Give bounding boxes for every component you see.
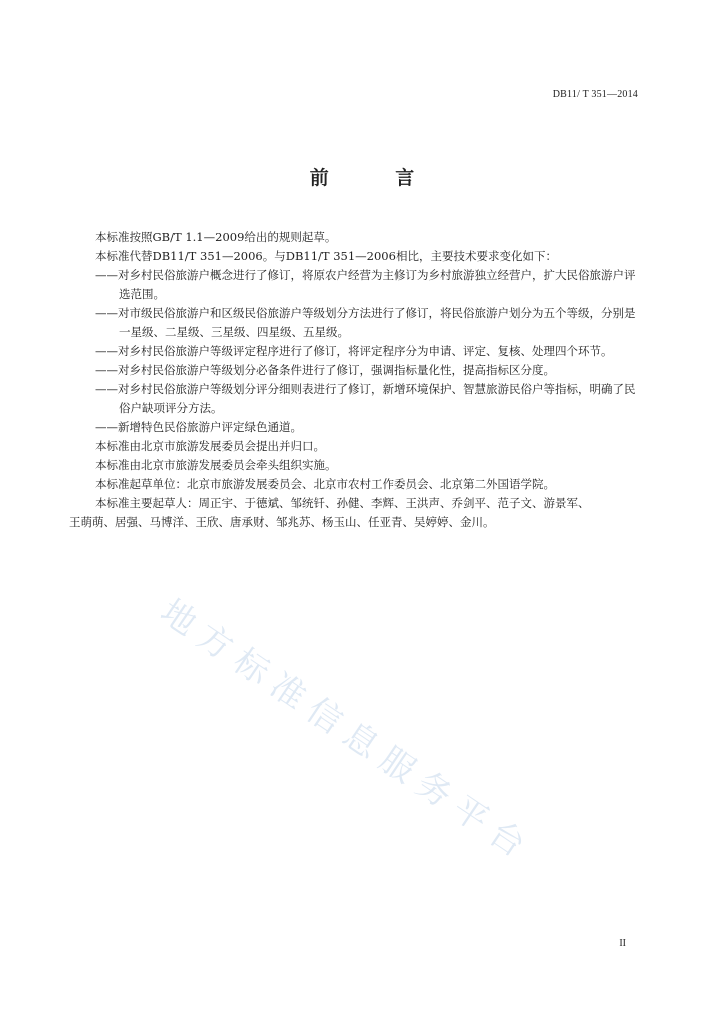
change-item-4: ——对乡村民俗旅游户等级划分必备条件进行了修订，强调指标量化性，提高指标区分度。: [95, 363, 555, 377]
change-item-5: ——对乡村民俗旅游户等级划分评分细则表进行了修订，新增环境保护、智慧旅游民俗户等指标，明确了民俗户缺项评分方法。: [95, 382, 636, 415]
paragraph-drafters: [69, 494, 640, 532]
paragraph-implementer: 本标准由北京市旅游发展委员会牵头组织实施。: [95, 458, 337, 472]
paragraph-drafting-units: 本标准起草单位：北京市旅游发展委员会、北京市农村工作委员会、北京第二外国语学院。: [95, 477, 555, 491]
standard-code-header: DB11/ T 351—2014: [552, 89, 638, 100]
paragraph-drafting-rules: 本标准按照GB/T 1.1—2009给出的规则起草。: [95, 230, 337, 244]
change-item-6: ——新增特色民俗旅游户评定绿色通道。: [95, 420, 302, 434]
paragraph-proposer: 本标准由北京市旅游发展委员会提出并归口。: [95, 439, 325, 453]
watermark: 地方标准信息服务平台: [153, 591, 541, 871]
foreword-content: [69, 228, 640, 532]
page-title: 前 言: [309, 167, 445, 189]
page-number: II: [619, 938, 626, 949]
change-item-2: ——对市级民俗旅游户和区级民俗旅游户等级划分方法进行了修订，将民俗旅游户划分为五个等级，分别是一星级、二星级、三星级、四星级、五星级。: [95, 306, 636, 339]
change-item-3: ——对乡村民俗旅游户等级评定程序进行了修订，将评定程序分为申请、评定、复核、处理四个环节。: [95, 344, 613, 358]
paragraph-replacement: 本标准代替DB11/T 351—2006。与DB11/T 351—2006相比，主要技术要求变化如下：: [95, 249, 557, 263]
drafters-line-1: 本标准主要起草人：周正宇、于德斌、邹统钎、孙健、李辉、王洪声、乔剑平、范子文、游景军、: [95, 496, 590, 510]
change-item-1: ——对乡村民俗旅游户概念进行了修订，将原农户经营为主修订为乡村旅游独立经营户，扩大民俗旅游户评选范围。: [95, 268, 636, 301]
drafters-line-2: 王萌萌、居强、马博洋、王欣、唐承财、邹兆苏、杨玉山、任亚青、吴婷婷、金川。: [69, 515, 495, 529]
